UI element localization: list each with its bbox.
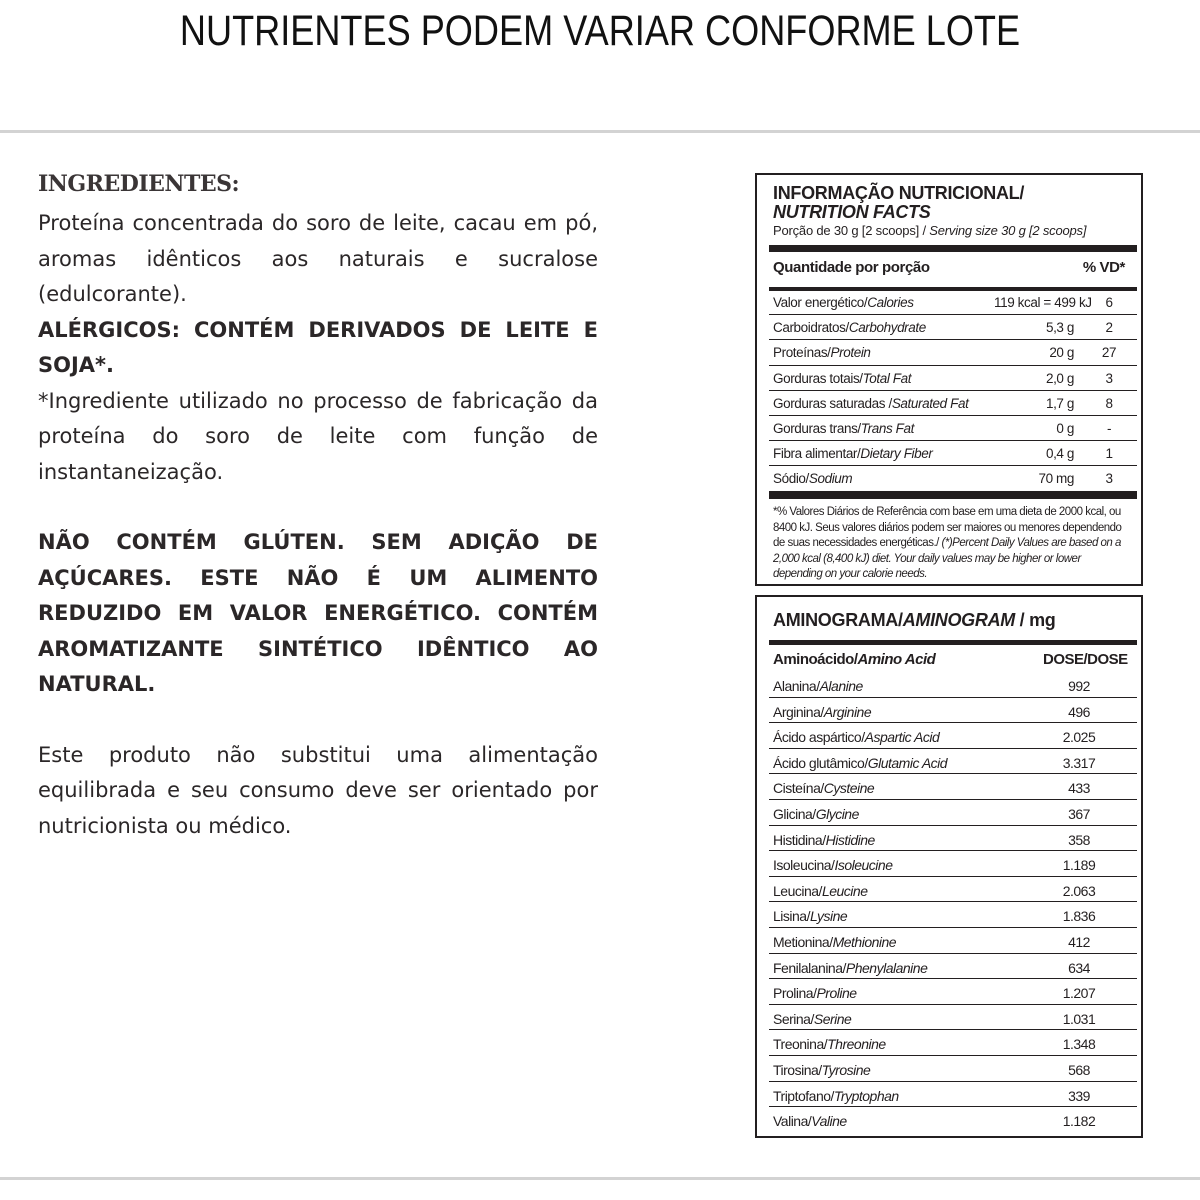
nutrition-title [773, 184, 1024, 222]
nutrient-amount: 119 kcal = 499 kJ [994, 295, 1092, 310]
amino-acid-name-en: Arginine [823, 703, 872, 720]
nutrient-amount: 20 g [1049, 345, 1074, 361]
ingredient-footnote: *Ingrediente utilizado no processo de fabricação da proteína do soro de leite com função de instantaneização. [38, 388, 598, 484]
amino-acid-dose: 1.182 [1062, 1113, 1096, 1130]
nutrition-row [769, 391, 1137, 416]
amino-acid-name [773, 934, 896, 950]
aminogram-row [769, 774, 1137, 800]
nutrient-name [773, 320, 926, 335]
amino-acid-name [773, 857, 892, 873]
nutrient-name-pt: Valor energético/ [773, 295, 868, 310]
nutrient-name-en: Calories [867, 295, 914, 310]
amino-acid-dose: 367 [1068, 805, 1090, 822]
nutrition-title-pt: INFORMAÇÃO NUTRICIONAL/ [773, 183, 1025, 203]
ingredients-text: Proteína concentrada do soro de leite, cacau em pó, aromas idênticos aos naturais e sucralose (edulcorante). [38, 211, 598, 306]
aminogram-row [769, 851, 1137, 877]
aminogram-row [769, 1030, 1137, 1056]
amino-acid-name-en: Histidine [825, 831, 875, 848]
nutrition-footnote-pt: *% Valores Diários de Referência com base em uma dieta de 2000 kcal, ou 8400 kJ. Seus valores diários podem ser maiores ou menores dependendo de suas necessidades energéticas./ [773, 506, 1122, 549]
aminogram-title-unit: / mg [1014, 610, 1056, 630]
nutrient-amount: 1,7 g [1045, 395, 1074, 411]
bottom-divider [0, 1177, 1200, 1180]
amino-acid-name-pt: Isoleucina/ [773, 857, 835, 874]
amino-acid-name [773, 960, 927, 976]
amino-acid-name [773, 1036, 886, 1052]
ingredients-section [38, 168, 598, 844]
amino-acid-dose: 3.317 [1062, 754, 1096, 771]
aminogram-panel [755, 595, 1143, 1138]
nutrient-amount: 0 g [1056, 420, 1074, 436]
aminogram-row [769, 800, 1137, 826]
aminogram-row [769, 954, 1137, 980]
amino-acid-name-en: Glutamic Acid [867, 754, 948, 771]
nutrient-name-en: Sodium [808, 471, 853, 487]
amino-acid-name [773, 1011, 851, 1027]
nutrient-name-en: Carbohydrate [848, 320, 926, 336]
amino-acid-name-pt: Tirosina/ [773, 1061, 822, 1078]
amino-acid-name [773, 883, 867, 899]
nutrition-row [769, 290, 1137, 315]
ingredients-heading: INGREDIENTES: [38, 171, 240, 197]
amino-acid-name-en: Threonine [827, 1036, 886, 1053]
amino-acid-dose: 1.207 [1062, 985, 1096, 1002]
amino-acid-name-pt: Prolina/ [773, 985, 817, 1002]
nutrient-name [773, 421, 914, 436]
nutrient-name-pt: Gorduras totais/ [773, 370, 863, 386]
nutrient-name-pt: Proteínas/ [773, 345, 831, 361]
nutrient-daily-value: - [1106, 420, 1112, 436]
nutrient-name-en: Dietary Fiber [860, 446, 933, 462]
amino-acid-dose: 433 [1068, 780, 1090, 797]
nutrient-name-pt: Carboidratos/ [773, 320, 849, 336]
nutrient-daily-value: 3 [1105, 370, 1113, 386]
amino-acid-name [773, 806, 859, 822]
aminogram-row [769, 698, 1137, 724]
amino-acid-name [773, 1088, 899, 1104]
nutrient-daily-value: 8 [1105, 395, 1113, 411]
amino-acid-name-en: Tyrosine [821, 1061, 871, 1078]
amino-acid-dose: 1.836 [1062, 908, 1096, 925]
nutrient-name [773, 345, 871, 360]
nutrient-name-en: Trans Fat [860, 420, 914, 436]
aminogram-title-pt: AMINOGRAMA/ [773, 610, 903, 630]
amino-acid-name-pt: Valina/ [773, 1113, 812, 1130]
nutrient-amount: 70 mg [1038, 471, 1074, 487]
quantity-header: Quantidade por porção [773, 259, 930, 276]
nutrient-name [773, 371, 911, 386]
nutrition-footnote [773, 505, 1128, 583]
amino-acid-name-pt: Alanina/ [773, 678, 820, 694]
amino-acid-dose: 2.063 [1062, 882, 1096, 899]
aminogram-title-en: AMINOGRAM [902, 610, 1015, 630]
aminogram-row [769, 1082, 1137, 1108]
nutrition-row [769, 441, 1137, 466]
dose-header: DOSE/DOSE [1043, 651, 1128, 668]
nutrition-row [769, 416, 1137, 441]
serving-size [773, 223, 1086, 238]
aminogram-row [769, 1056, 1137, 1082]
amino-acid-name-en: Isoleucine [834, 857, 893, 874]
aminogram-title [773, 610, 1056, 631]
amino-acid-name-en: Valine [811, 1113, 847, 1130]
aminogram-row [769, 749, 1137, 775]
amino-acid-name-pt: Treonina/ [773, 1036, 828, 1053]
nutrient-name-en: Protein [830, 345, 871, 361]
nutrient-name-en: Saturated Fat [891, 395, 969, 411]
amino-acid-dose: 634 [1068, 959, 1090, 976]
amino-acid-dose: 339 [1068, 1087, 1090, 1104]
nutrient-amount: 2,0 g [1045, 370, 1074, 386]
aminogram-row [769, 1107, 1137, 1133]
amino-acid-dose: 1.348 [1062, 1036, 1096, 1053]
aminogram-rows [769, 672, 1137, 1133]
aminogram-row [769, 877, 1137, 903]
amino-acid-name [773, 1062, 870, 1078]
aminogram-row [769, 902, 1137, 928]
amino-acid-dose: 2.025 [1062, 729, 1096, 746]
amino-acid-dose: 496 [1068, 703, 1090, 720]
amino-acid-name-pt: Leucina/ [773, 882, 822, 899]
nutrient-daily-value: 6 [1105, 295, 1113, 310]
nutrient-name [773, 295, 914, 310]
aminogram-thick-rule [769, 640, 1137, 645]
amino-acid-name-pt: Fenilalanina/ [773, 959, 846, 976]
amino-acid-name-pt: Cisteína/ [773, 780, 824, 797]
serving-size-en: Serving size 30 g [2 scoops] [929, 223, 1087, 238]
amino-acid-dose: 412 [1068, 933, 1090, 950]
disclaimer-text: Este produto não substitui uma alimentação equilibrada e seu consumo deve ser orientado por nutricionista ou médico. [38, 742, 598, 838]
nutrient-name-pt: Fibra alimentar/ [773, 446, 861, 462]
amino-acid-name [773, 729, 939, 745]
nutrient-daily-value: 1 [1105, 446, 1113, 462]
amino-acid-name [773, 755, 947, 771]
aminogram-row [769, 1005, 1137, 1031]
nutrition-thick-rule [769, 245, 1137, 252]
amino-acid-name-en: Alanine [819, 678, 863, 694]
amino-acid-name [773, 832, 875, 848]
amino-acid-name-en: Aspartic Acid [864, 729, 940, 746]
nutrient-daily-value: 3 [1105, 471, 1113, 487]
allergens-text: ALÉRGICOS: CONTÉM DERIVADOS DE LEITE E SOJA*. [38, 317, 598, 377]
nutrient-name [773, 471, 852, 486]
nutrient-name-pt: Sódio/ [773, 471, 809, 487]
aminogram-table-header [773, 651, 1128, 668]
aminogram-row [769, 928, 1137, 954]
amino-acid-name-en: Lysine [809, 908, 848, 925]
amino-acid-name-en: Glycine [815, 805, 859, 822]
lot-variation-banner: NUTRIENTES PODEM VARIAR CONFORME LOTE [179, 7, 1021, 55]
aminogram-row [769, 723, 1137, 749]
nutrition-row [769, 340, 1137, 365]
nutrition-facts-panel [755, 173, 1143, 586]
amino-acid-header [773, 651, 935, 668]
amino-acid-name [773, 678, 863, 694]
amino-acid-name-pt: Arginina/ [773, 703, 824, 720]
amino-acid-name-pt: Ácido aspártico/ [773, 729, 865, 746]
amino-acid-name [773, 704, 871, 720]
amino-acid-name-en: Cysteine [823, 780, 875, 797]
nutrition-row [769, 315, 1137, 340]
amino-acid-header-pt: Aminoácido/ [773, 651, 858, 668]
nutrient-daily-value: 27 [1101, 345, 1117, 361]
top-divider [0, 130, 1200, 133]
nutrient-name [773, 446, 932, 461]
nutrition-rows [769, 290, 1137, 492]
nutrient-amount: 0,4 g [1045, 446, 1074, 462]
amino-acid-name-pt: Triptofano/ [773, 1087, 834, 1104]
amino-acid-dose: 992 [1068, 678, 1090, 694]
nutrition-bottom-rule [769, 491, 1137, 499]
nutrient-amount: 5,3 g [1045, 320, 1074, 336]
aminogram-row [769, 979, 1137, 1005]
amino-acid-name-pt: Lisina/ [773, 908, 810, 925]
nutrient-name [773, 396, 968, 411]
amino-acid-dose: 1.189 [1062, 857, 1096, 874]
amino-acid-header-en: Amino Acid [857, 651, 936, 668]
amino-acid-dose: 1.031 [1062, 1010, 1096, 1027]
nutrition-footnote-en: (*)Percent Daily Values are based on a 2,000 kcal (8,400 kJ) diet. Your daily values may be higher or lower depending on your calorie needs. [773, 537, 1121, 580]
gluten-sugar-warning: NÃO CONTÉM GLÚTEN. SEM ADIÇÃO DE AÇÚCARES. ESTE NÃO É UM ALIMENTO REDUZIDO EM VALOR ENERGÉTICO. CONTÉM AROMATIZANTE SINTÉTICO IDÊNTICO AO NATURAL. [38, 530, 598, 696]
aminogram-row [769, 826, 1137, 852]
nutrition-row [769, 466, 1137, 491]
amino-acid-name-pt: Ácido glutâmico/ [773, 754, 868, 771]
amino-acid-name-pt: Glicina/ [773, 805, 816, 822]
nutrition-table-header [773, 259, 1125, 276]
amino-acid-dose: 358 [1068, 831, 1090, 848]
amino-acid-name-en: Tryptophan [833, 1087, 899, 1104]
serving-size-pt: Porção de 30 g [2 scoops] / [773, 223, 930, 238]
amino-acid-name-en: Serine [813, 1010, 852, 1027]
amino-acid-name [773, 908, 847, 924]
nutrient-name-pt: Gorduras trans/ [773, 420, 861, 436]
nutrient-daily-value: 2 [1105, 320, 1113, 336]
daily-value-header: % VD* [1082, 259, 1125, 276]
amino-acid-name-en: Methionine [832, 933, 897, 950]
aminogram-row [769, 672, 1137, 698]
amino-acid-name-pt: Metionina/ [773, 933, 833, 950]
amino-acid-name [773, 1113, 847, 1129]
nutrition-title-en: NUTRITION FACTS [773, 202, 931, 222]
amino-acid-name-pt: Histidina/ [773, 831, 826, 848]
amino-acid-name-pt: Serina/ [773, 1010, 814, 1027]
amino-acid-name-en: Phenylalanine [845, 959, 928, 976]
amino-acid-name [773, 780, 874, 796]
amino-acid-name [773, 985, 857, 1001]
amino-acid-dose: 568 [1068, 1061, 1090, 1078]
nutrient-name-en: Total Fat [862, 370, 912, 386]
nutrient-name-pt: Gorduras saturadas / [773, 395, 892, 411]
amino-acid-name-en: Proline [816, 985, 857, 1002]
nutrition-row [769, 366, 1137, 391]
amino-acid-name-en: Leucine [821, 882, 868, 899]
